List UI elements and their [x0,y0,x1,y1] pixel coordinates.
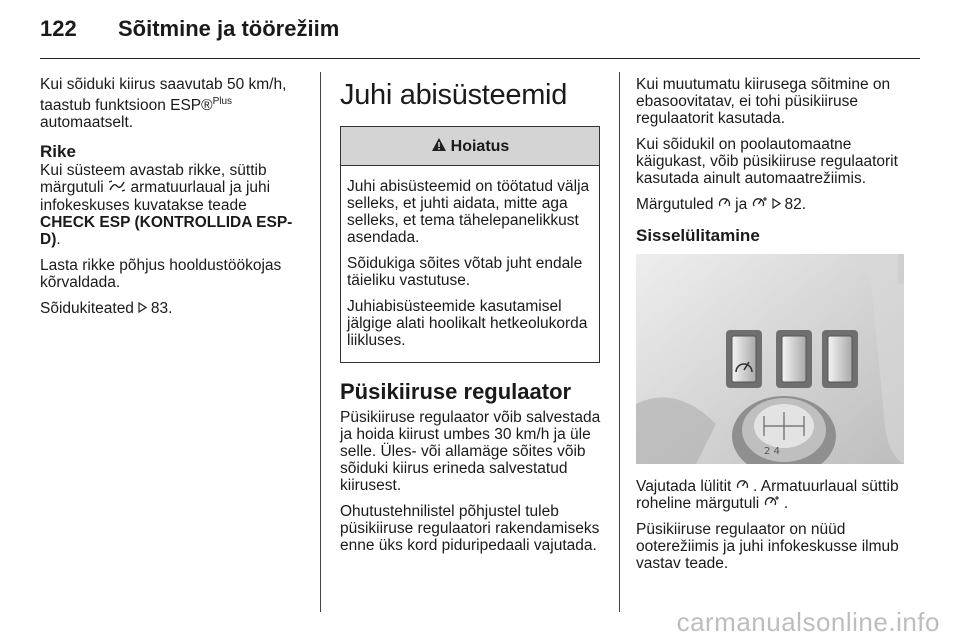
repair-paragraph: Lasta rikke põhjus hooldustöökojas kõrvaldada. [40,257,282,292]
rike-heading: Rike [40,142,76,162]
indicator-text: Märgutuled [636,196,714,213]
check-esp-message: CHECK ESP (KONTROLLIDA ESP-D) [40,214,293,249]
warning-text-3: Juhiabisüsteemide kasutamisel jälgige alati hoolikalt hetkeolukorda liikluses. [347,298,588,349]
standby-paragraph: Püsikiiruse regulaator on nüüd ooterežiimis ja juhi infokeskusse ilmub vastav teade. [636,521,899,572]
activation-text-b: . Armatuurlaual süttib roheline märgutuli [636,478,899,512]
page-reference-icon [772,197,785,212]
column-divider-1 [320,72,321,612]
warning-title: Hoiatus [450,137,510,155]
esp-warning-icon [108,180,130,196]
esp-text-end: automaatselt. [40,114,134,132]
warning-body [341,166,599,362]
cruise-control-green-icon [752,196,772,213]
rike-text-b: armatuurlaual ja juhi infokeskuses kuvatakse teade [40,179,271,215]
column-1 [40,76,302,326]
page-reference-icon [138,301,151,316]
esp-plus-sup: Plus [212,96,233,107]
svg-text:2 4: 2 4 [764,446,780,457]
column-2 [340,76,602,563]
rike-text-end: . [56,231,61,249]
indicator-paragraph [636,196,904,213]
page-number: 122 [40,16,77,41]
rike-paragraph [40,162,302,248]
activation-paragraph [636,478,904,512]
vehicle-messages-ref [40,300,302,317]
ref-page: 83. [150,300,173,318]
usage-paragraph-1: Kui muutumatu kiirusega sõitmine on ebasoovitatav, ei tohi püsikiiruse regulaatorit kasutada. [636,76,891,127]
watermark: carmanualsonline.info [676,607,940,637]
warning-text-2: Sõidukiga sõites võtab juht endale täieliku vastutuse. [347,255,583,289]
page-header [40,16,339,46]
esp-text: Kui sõiduki kiirus saavutab 50 km/h, taastub funktsioon ESP® [40,76,287,115]
activation-text-a: Vajutada lülitit [636,478,732,495]
indicator-page: 82. [784,196,807,213]
page-title: Sõitmine ja töörežiim [118,16,340,41]
warning-header [341,127,599,166]
esp-plus-paragraph [40,76,302,131]
indicator-and: ja [735,196,748,213]
switch-panel-photo [636,254,904,464]
cruise-control-icon [718,196,735,213]
cruise-paragraph-1: Püsikiiruse regulaator võib salvestada ja hoida kiirust umbes 30 km/h ja üle selle. Üles- või allamäge sõites võib sõiduki kiirus erineda salvestatud kiirusest. [340,409,601,494]
cruise-control-heading: Püsikiiruse regulaator [340,379,572,404]
cruise-paragraph-2: Ohutustehnilistel põhjustel tuleb püsikiiruse regulaatori rakendamiseks enne üks kord piduripedaali vajutada. [340,503,600,554]
warning-triangle-icon [431,137,447,156]
warning-box [340,126,600,363]
cruise-control-icon [736,478,753,495]
section-heading: Juhi abisüsteemid [340,79,568,111]
column-divider-2 [619,72,620,612]
cruise-control-green-icon [764,495,784,512]
column-3 [636,76,904,581]
ref-text: Sõidukiteated [40,300,134,318]
warning-text-1: Juhi abisüsteemid on töötatud välja selleks, et juhti aidata, mitte aga selleks, et tema tähelepanelikkust asendada. [347,178,590,246]
rike-text-a: Kui süsteem avastab rikke, süttib märgutuli [40,162,267,197]
usage-paragraph-2: Kui sõidukil on poolautomaatne käigukast, võib püsikiiruse regulaatorit kasutada ainult automaatrežiimis. [636,136,898,187]
header-divider [40,58,920,59]
activation-text-end: . [783,495,789,512]
activation-heading: Sisselülitamine [636,226,760,245]
